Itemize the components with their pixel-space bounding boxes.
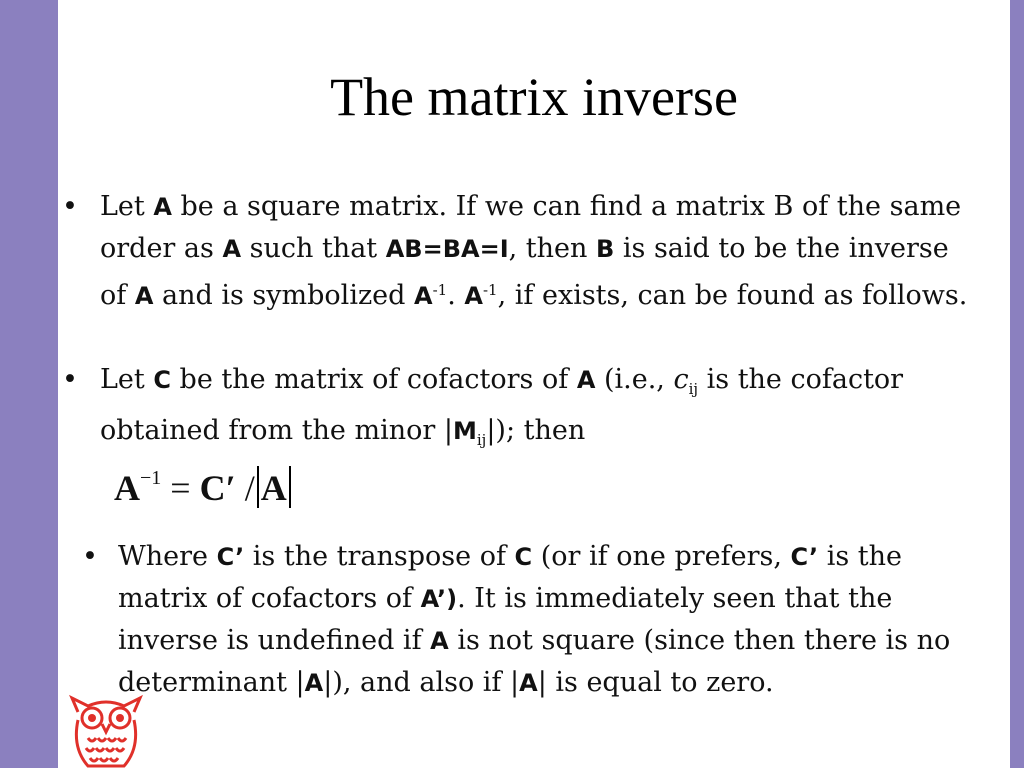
- bullet-marker: •: [62, 191, 78, 222]
- bullet-paragraph-2: • Let C be the matrix of cofactors of A (i.e., $c_{ij}$ is the cofactor obtained from the minor $|M_{ij}|$); then: [100, 359, 970, 461]
- owl-logo-icon: [58, 690, 154, 768]
- left-sidebar-band: [0, 0, 58, 768]
- bullet-paragraph-1: • Let A be a square matrix. If we can find a matrix B of the same order as A such that AB=BA=I, then B is said to be the inverse of A and is symbolized $A^{-1}$. $A^{-1}$, if exists, can be found as follows.: [100, 186, 970, 317]
- bullet-paragraph-3: • Where C’ is the transpose of C (or if one prefers, C’ is the matrix of cofactors of A’). It is immediately seen that the inverse is undefined if A is not square (since then there is no determinant |A|), and also if |A| is equal to zero.: [118, 536, 978, 704]
- bullet-marker: •: [62, 364, 78, 395]
- determinant-bar-right: [289, 466, 291, 508]
- right-sidebar-band: [1010, 0, 1024, 768]
- slide-title: The matrix inverse: [330, 67, 738, 127]
- bullet-marker: •: [82, 541, 98, 572]
- determinant-bar-left: [257, 466, 259, 508]
- inverse-formula: $A^{-1} = C' / A$: [114, 456, 293, 510]
